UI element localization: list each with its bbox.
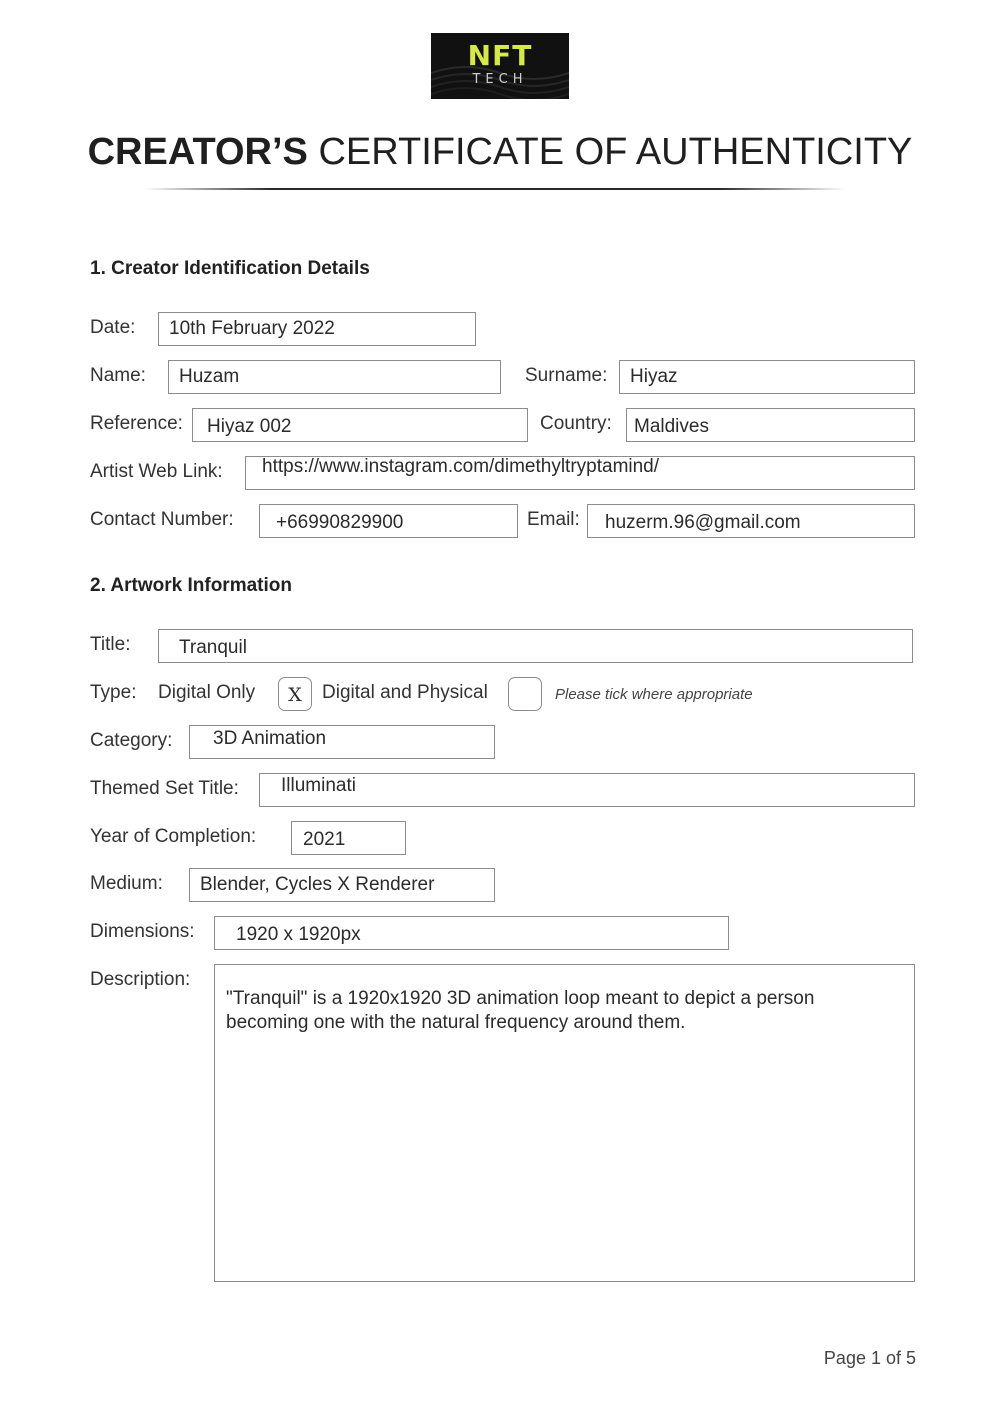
page-number: Page 1 of 5 (823, 1348, 916, 1368)
medium-field[interactable]: Blender, Cycles X Renderer (189, 868, 495, 902)
tick-hint: Please tick where appropriate (555, 686, 753, 703)
surname-field[interactable]: Hiyaz (619, 360, 915, 394)
dimensions-label: Dimensions: (90, 921, 195, 942)
year-label: Year of Completion: (90, 826, 257, 847)
title-rest: CERTIFICATE OF AUTHENTICITY (318, 131, 913, 173)
dimensions-field[interactable]: 1920 x 1920px (214, 916, 729, 950)
category-label: Category: (90, 730, 173, 751)
email-field[interactable]: huzerm.96@gmail.com (587, 504, 915, 538)
contact-number-field[interactable]: +66990829900 (259, 504, 518, 538)
date-label: Date: (90, 317, 136, 338)
description-label: Description: (90, 969, 191, 990)
country-field[interactable]: Maldives (626, 408, 915, 442)
contact-number-label: Contact Number: (90, 509, 234, 530)
description-field[interactable]: "Tranquil" is a 1920x1920 3D animation loop meant to depict a person becoming one with the natural frequency around them. (214, 964, 915, 1282)
digital-only-checkbox[interactable]: X (278, 677, 312, 711)
type-digital-physical-label: Digital and Physical (322, 682, 488, 703)
type-digital-only-label: Digital Only (158, 682, 256, 703)
type-label: Type: (90, 682, 137, 703)
reference-label: Reference: (90, 413, 183, 434)
reference-field[interactable]: Hiyaz 002 (192, 408, 528, 442)
section-heading-artwork: 2. Artwork Information (90, 575, 292, 596)
logo-text-nft: NFT (467, 39, 533, 72)
year-field[interactable]: 2021 (291, 821, 406, 855)
name-label: Name: (90, 365, 146, 386)
weblink-label: Artist Web Link: (90, 461, 223, 482)
themed-set-title-field[interactable]: Illuminati (259, 773, 915, 807)
nft-tech-logo (431, 33, 569, 99)
artwork-title-field[interactable]: Tranquil (158, 629, 913, 663)
section-heading-creator: 1. Creator Identification Details (90, 258, 370, 279)
page-title (0, 128, 1000, 176)
themed-set-title-label: Themed Set Title: (90, 778, 239, 799)
weblink-field[interactable]: https://www.instagram.com/dimethyltryptamind/ (245, 456, 915, 490)
title-divider (145, 188, 845, 190)
date-field[interactable]: 10th February 2022 (158, 312, 476, 346)
name-field[interactable]: Huzam (168, 360, 501, 394)
country-label: Country: (540, 413, 612, 434)
digital-physical-checkbox[interactable] (508, 677, 542, 711)
medium-label: Medium: (90, 873, 163, 894)
logo-text-tech: TECH (472, 72, 528, 87)
title-bold: CREATOR’S (87, 131, 308, 173)
category-field[interactable]: 3D Animation (189, 725, 495, 759)
email-label: Email: (527, 509, 580, 530)
title-label: Title: (90, 634, 131, 655)
surname-label: Surname: (525, 365, 608, 386)
